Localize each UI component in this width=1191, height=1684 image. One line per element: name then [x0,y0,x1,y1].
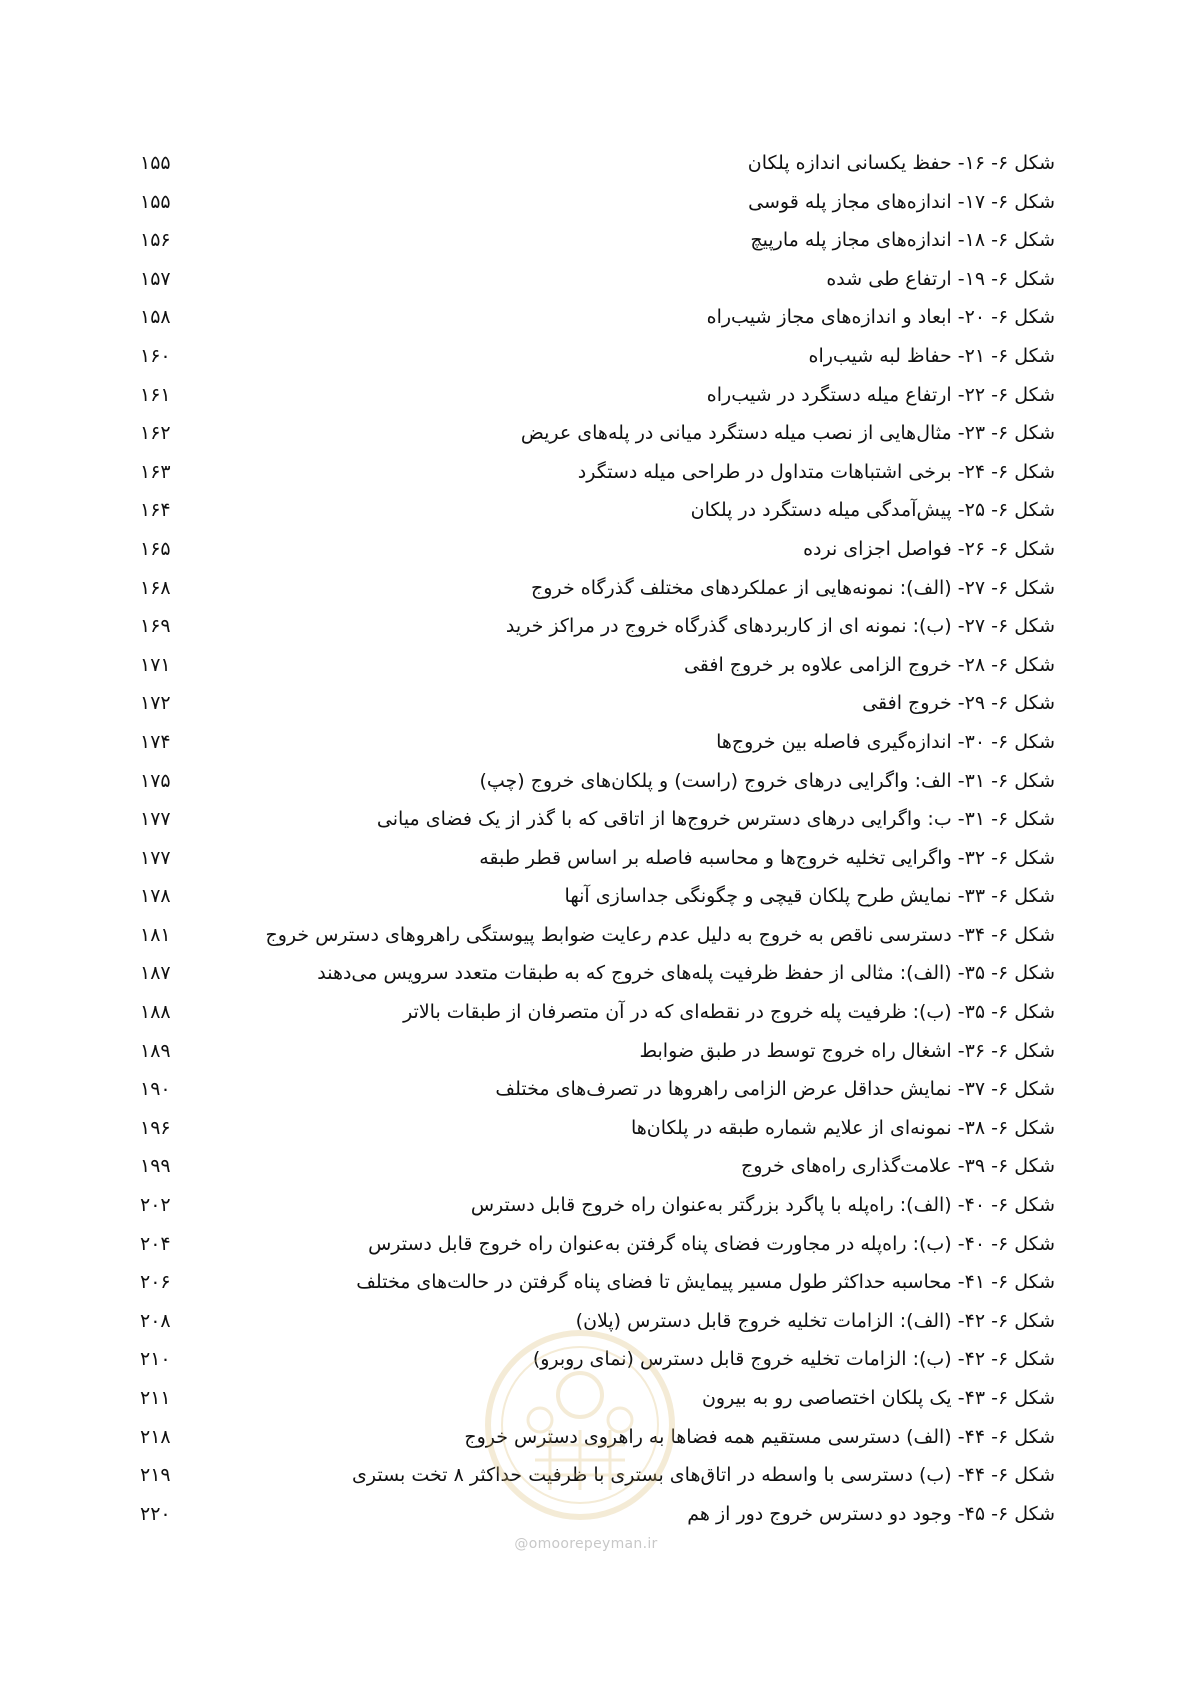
page-number: ۱۸۱ [140,923,171,946]
page-number: ۱۷۸ [140,885,171,908]
toc-entry [140,1186,1055,1225]
page-number: ۱۸۸ [140,1001,171,1024]
toc-entry [140,337,1055,376]
page-number: ۱۷۷ [140,808,171,831]
toc-entry [140,684,1055,723]
toc-entry [140,723,1055,762]
toc-entry [140,607,1055,646]
toc-entry [140,646,1055,685]
page-number: ۱۶۴ [140,499,171,522]
figure-caption: شکل ۶- ۲۵- پیش‌آمدگی میله دستگرد در پلکان [690,499,1055,522]
figure-caption: شکل ۶- ۲۶- فواصل اجزای نرده [803,537,1055,560]
toc-entry [140,569,1055,608]
figure-caption: شکل ۶- ۳۶- اشغال راه خروج توسط در طبق ضوابط [639,1039,1055,1062]
figure-caption: شکل ۶- ۲۰- ابعاد و اندازه‌های مجاز شیب‌راه [706,306,1055,329]
page-number: ۱۷۴ [140,730,171,753]
figure-caption: شکل ۶- ۴۴- (الف) دسترسی مستقیم همه فضاها به راهروی دسترس خروج [464,1425,1055,1448]
page-number: ۲۱۹ [140,1464,171,1487]
toc-entry [140,221,1055,260]
figure-caption: شکل ۶- ۳۰- اندازه‌گیری فاصله بین خروج‌ها [716,730,1055,753]
toc-entry [140,260,1055,299]
figure-caption: شکل ۶- ۲۳- مثال‌هایی از نصب میله دستگرد میانی در پله‌های عریض [520,422,1055,445]
figure-caption: شکل ۶- ۲۴- برخی اشتباهات متداول در طراحی میله دستگرد [577,460,1055,483]
watermark-logo [480,1325,680,1525]
figure-caption: شکل ۶- ۲۸- خروج الزامی علاوه بر خروج افقی [683,653,1055,676]
figure-caption: شکل ۶- ۳۷- نمایش حداقل عرض الزامی راهروها در تصرف‌های مختلف [495,1078,1055,1101]
page-number: ۱۹۰ [140,1078,171,1101]
figure-caption: شکل ۶- ۱۶- حفظ یکسانی اندازه پلکان [747,152,1055,174]
page-number: ۱۶۸ [140,576,171,599]
toc-entry [140,954,1055,993]
page-number: ۲۰۶ [140,1271,171,1294]
toc-entry [140,993,1055,1032]
page-number: ۱۸۷ [140,962,171,985]
toc-entry [140,144,1055,183]
figure-caption: شکل ۶- ۴۲- (ب): الزامات تخلیه خروج قابل دسترس (نمای روبرو) [532,1348,1055,1371]
page-number: ۱۶۰ [140,344,171,367]
page-number: ۲۱۰ [140,1348,171,1371]
toc-entry [140,183,1055,222]
page-number: ۱۷۷ [140,846,171,869]
page-number: ۱۵۵ [140,152,171,174]
page-number: ۲۲۰ [140,1502,171,1525]
figure-caption: شکل ۶- ۴۰- (الف): راه‌پله با پاگرد بزرگتر به‌عنوان راه خروج قابل دسترس [470,1194,1055,1217]
page-number: ۱۷۱ [140,653,171,676]
figure-caption: شکل ۶- ۴۱- محاسبه حداکثر طول مسیر پیمایش تا فضای پناه گرفتن در حالت‌های مختلف [356,1271,1055,1294]
page-number: ۱۵۸ [140,306,171,329]
watermark-caption: @omoorepeyman.ir [514,1536,658,1552]
toc-entry [140,1263,1055,1302]
toc-entry [140,414,1055,453]
page-number: ۱۶۵ [140,537,171,560]
figure-caption: شکل ۶- ۲۱- حفاظ لبه شیب‌راه [808,344,1055,367]
figure-caption: شکل ۶- ۳۲- واگرایی تخلیه خروج‌ها و محاسبه فاصله بر اساس قطر طبقه [479,846,1055,869]
figure-caption: شکل ۶- ۳۸- نمونه‌ای از علایم شماره طبقه در پلکان‌ها [630,1116,1055,1139]
figure-caption: شکل ۶- ۴۵- وجود دو دسترس خروج دور از هم [687,1502,1055,1525]
toc-entry [140,1225,1055,1264]
figure-caption: شکل ۶- ۳۵- (ب): ظرفیت پله خروج در نقطه‌ای که در آن متصرفان از طبقات بالاتر [403,1001,1055,1024]
toc-entry [140,877,1055,916]
toc-entry [140,1070,1055,1109]
toc-entry [140,376,1055,415]
figure-caption: شکل ۶- ۲۷- (الف): نمونه‌هایی از عملکردهای مختلف گذرگاه خروج [531,576,1055,599]
figure-caption: شکل ۶- ۴۰- (ب): راه‌پله در مجاورت فضای پناه گرفتن به‌عنوان راه خروج قابل دسترس [368,1232,1055,1255]
page-number: ۲۰۴ [140,1232,171,1255]
page-number: ۱۶۹ [140,615,171,638]
toc-entry [140,762,1055,801]
figure-caption: شکل ۶- ۲۷- (ب): نمونه ای از کاربردهای گذرگاه خروج در مراکز خرید [505,615,1055,638]
page-number: ۲۱۱ [140,1387,171,1409]
toc-entry [140,916,1055,955]
page-number: ۱۵۶ [140,229,171,252]
page-number: ۲۱۸ [140,1425,171,1448]
toc-entry [140,800,1055,839]
figure-caption: شکل ۶- ۴۴- (ب) دسترسی با واسطه در اتاق‌های بستری با ظرفیت حداکثر ۸ تخت بستری [352,1464,1055,1487]
toc-entry [140,839,1055,878]
page-number: ۱۷۵ [140,769,171,792]
toc-entry [140,530,1055,569]
toc-entry [140,453,1055,492]
toc-entry [140,491,1055,530]
page-number: ۱۷۲ [140,692,171,715]
page-number: ۱۵۷ [140,267,171,290]
toc-entry [140,298,1055,337]
figure-caption: شکل ۶- ۳۱- ب: واگرایی درهای دسترس خروج‌ها از اتاقی که با گذر از یک فضای میانی [376,808,1055,831]
figure-caption: شکل ۶- ۴۳- یک پلکان اختصاصی رو به بیرون [701,1387,1055,1409]
figure-caption: شکل ۶- ۳۳- نمایش طرح پلکان قیچی و چگونگی جداسازی آنها [564,885,1055,908]
figure-caption: شکل ۶- ۳۵- (الف): مثالی از حفظ ظرفیت پله‌های خروج که به طبقات متعدد سرویس می‌دهند [317,962,1055,985]
figure-caption: شکل ۶- ۲۹- خروج افقی [862,692,1055,715]
page-number: ۱۶۲ [140,422,171,445]
page-number: ۱۹۶ [140,1116,171,1139]
page-number: ۱۹۹ [140,1155,171,1178]
figure-caption: شکل ۶- ۴۲- (الف): الزامات تخلیه خروج قابل دسترس (پلان) [575,1309,1055,1332]
figure-caption: شکل ۶- ۱۹- ارتفاع طی شده [826,267,1055,290]
page-number: ۲۰۸ [140,1309,171,1332]
toc-entry [140,1147,1055,1186]
figure-caption: شکل ۶- ۱۸- اندازه‌های مجاز پله مارپیچ [750,229,1055,252]
toc-entry [140,1109,1055,1148]
toc-entry [140,1032,1055,1071]
page-number: ۱۸۹ [140,1039,171,1062]
figure-caption: شکل ۶- ۳۴- دسترسی ناقص به خروج به دلیل عدم رعایت ضوابط پیوستگی راهروهای دسترس خروج [265,923,1055,946]
page-number: ۱۵۵ [140,190,171,213]
figure-caption: شکل ۶- ۳۹- علامت‌گذاری راه‌های خروج [741,1155,1055,1178]
figure-caption: شکل ۶- ۱۷- اندازه‌های مجاز پله قوسی [748,190,1055,213]
figure-caption: شکل ۶- ۲۲- ارتفاع میله دستگرد در شیب‌راه [706,383,1055,406]
page-number: ۱۶۱ [140,383,171,406]
page-number: ۲۰۲ [140,1194,171,1217]
page-number: ۱۶۳ [140,460,171,483]
figure-caption: شکل ۶- ۳۱- الف: واگرایی درهای خروج (راست) و پلکان‌های خروج (چپ) [479,769,1055,792]
